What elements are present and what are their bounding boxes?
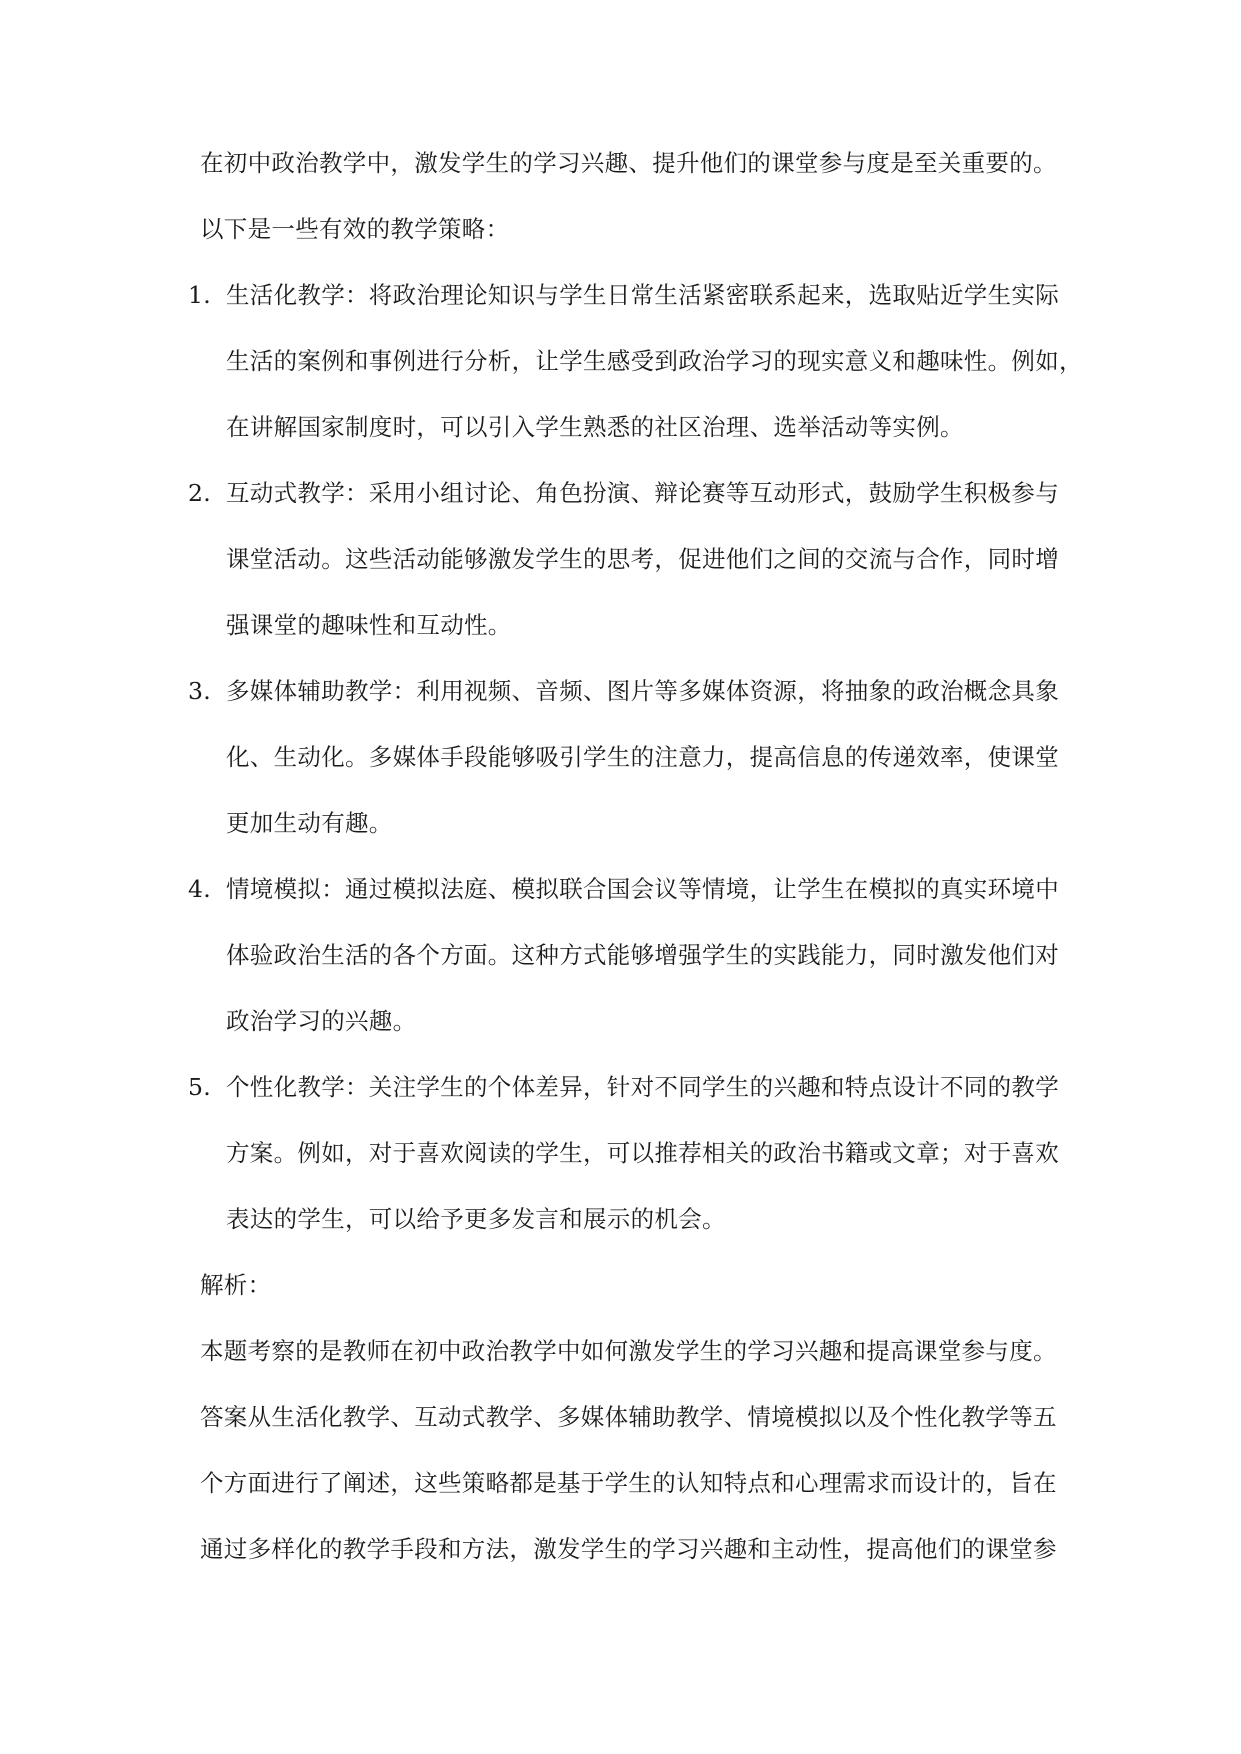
- analysis-line-1: 本题考察的是教师在初中政治教学中如何激发学生的学习兴趣和提高课堂参与度。: [200, 1337, 1057, 1365]
- list-item-3-line-3: 更加生动有趣。: [226, 809, 393, 837]
- list-item-5-line-1: 个性化教学：关注学生的个体差异，针对不同学生的兴趣和特点设计不同的教学: [226, 1073, 1059, 1101]
- analysis-line-2: 答案从生活化教学、互动式教学、多媒体辅助教学、情境模拟以及个性化教学等五: [200, 1403, 1057, 1431]
- analysis-heading: 解析：: [200, 1271, 272, 1299]
- list-item-2-line-3: 强课堂的趣味性和互动性。: [226, 611, 512, 639]
- list-item-number-4: 4.: [188, 875, 212, 903]
- analysis-line-3: 个方面进行了阐述，这些策略都是基于学生的认知特点和心理需求而设计的，旨在: [200, 1469, 1057, 1497]
- list-item-number-1: 1.: [188, 281, 212, 309]
- list-item-number-5: 5.: [188, 1073, 212, 1101]
- list-item-5-line-2: 方案。例如，对于喜欢阅读的学生，可以推荐相关的政治书籍或文章；对于喜欢: [226, 1139, 1059, 1167]
- list-item-4-line-1: 情境模拟：通过模拟法庭、模拟联合国会议等情境，让学生在模拟的真实环境中: [226, 875, 1059, 903]
- list-item-2-line-2: 课堂活动。这些活动能够激发学生的思考，促进他们之间的交流与合作，同时增: [226, 545, 1059, 573]
- analysis-line-4: 通过多样化的教学手段和方法，激发学生的学习兴趣和主动性，提高他们的课堂参: [200, 1535, 1057, 1563]
- intro-line-2: 以下是一些有效的教学策略：: [200, 215, 510, 243]
- list-item-number-3: 3.: [188, 677, 212, 705]
- list-item-4-line-2: 体验政治生活的各个方面。这种方式能够增强学生的实践能力，同时激发他们对: [226, 941, 1059, 969]
- list-item-5-line-3: 表达的学生，可以给予更多发言和展示的机会。: [226, 1205, 726, 1233]
- intro-line-1: 在初中政治教学中，激发学生的学习兴趣、提升他们的课堂参与度是至关重要的。: [200, 149, 1057, 177]
- list-item-1-line-2: 生活的案例和事例进行分析，让学生感受到政治学习的现实意义和趣味性。例如，: [226, 347, 1083, 375]
- list-item-3-line-1: 多媒体辅助教学：利用视频、音频、图片等多媒体资源，将抽象的政治概念具象: [226, 677, 1059, 705]
- list-item-3-line-2: 化、生动化。多媒体手段能够吸引学生的注意力，提高信息的传递效率，使课堂: [226, 743, 1059, 771]
- list-item-4-line-3: 政治学习的兴趣。: [226, 1007, 417, 1035]
- list-item-2-line-1: 互动式教学：采用小组讨论、角色扮演、辩论赛等互动形式，鼓励学生积极参与: [226, 479, 1059, 507]
- list-item-1-line-3: 在讲解国家制度时，可以引入学生熟悉的社区治理、选举活动等实例。: [226, 413, 964, 441]
- list-item-number-2: 2.: [188, 479, 212, 507]
- list-item-1-line-1: 生活化教学：将政治理论知识与学生日常生活紧密联系起来，选取贴近学生实际: [226, 281, 1059, 309]
